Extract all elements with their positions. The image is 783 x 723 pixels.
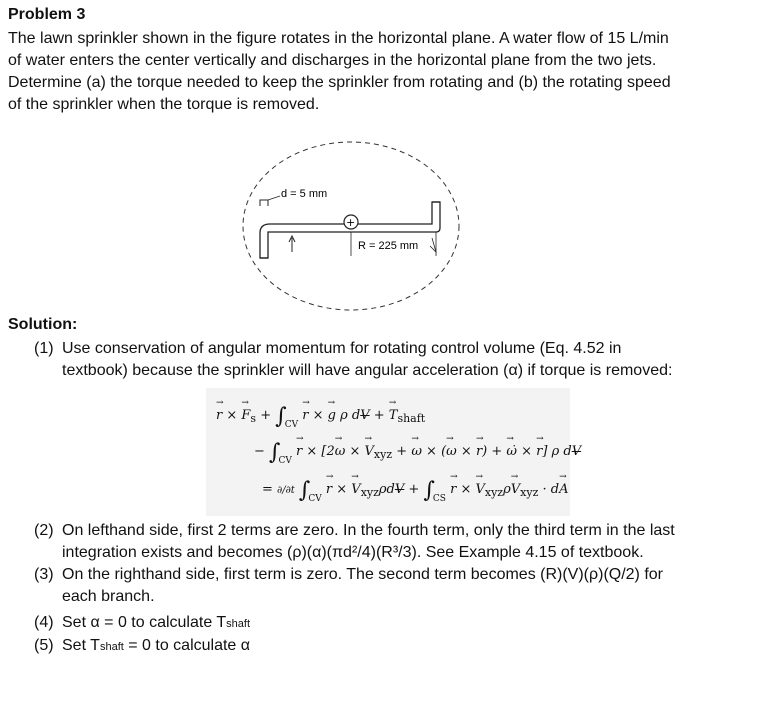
sprinkler-figure [240, 128, 470, 314]
step-number: (5) [34, 637, 54, 654]
statement-line: The lawn sprinkler shown in the figure rotates in the horizontal plane. A water flow of 15 L/min [8, 30, 669, 47]
pivot-symbol: + [346, 216, 356, 229]
step-subscript: shaft [226, 618, 251, 630]
solution-step-5 [34, 635, 754, 658]
problem-heading: Problem 3 [8, 6, 86, 23]
step-line: each branch. [62, 588, 155, 605]
solution-heading: Solution: [8, 316, 78, 333]
step-number: (3) [34, 566, 54, 583]
equation-line-3: = ∂/∂t $\int_{CV} \to r$ × → $V_{xyz}\rho dV + \int_{CS} \to r$ × → $V_{xyz}\rho\to V_{xyz} \cdot d\to A$ [262, 478, 568, 504]
step-number: (4) [34, 614, 54, 631]
equation-line-2: − $\int_{CV} \to r \times [2\to \omega$ × → $V_{xyz}$ + → ω × (→ ω × → r) + → ω̇ × → r] ρ dV [254, 440, 581, 466]
diameter-label: d = 5 mm [281, 188, 328, 200]
step-number: (2) [34, 522, 54, 539]
step-line: On the righthand side, first term is zero. The second term becomes (R)(V)(ρ)(Q/2) for [62, 566, 663, 583]
equation-line-1: → r × → $F_s + \int_{CV} \to r$ × → g ρ dV + → $T_{shaft}$ [216, 404, 425, 430]
diameter-leader [268, 196, 280, 200]
solution-steps-rest [34, 520, 754, 658]
step-tail: = 0 to calculate α [123, 637, 251, 654]
solution-step-2 [34, 520, 754, 564]
problem-statement [8, 28, 671, 116]
solution-step-3 [34, 564, 754, 608]
statement-line: of the sprinkler when the torque is removed. [8, 96, 320, 113]
diameter-bracket [260, 200, 268, 206]
step-line: Set T [62, 637, 100, 654]
radius-label: R = 225 mm [358, 240, 419, 252]
statement-line: Determine (a) the torque needed to keep the sprinkler from rotating and (b) the rotating speed [8, 74, 671, 91]
statement-line: of water enters the center vertically and discharges in the horizontal plane from the two jets. [8, 52, 657, 69]
equation-4-52 [206, 388, 582, 516]
step-number: (1) [34, 340, 54, 357]
radius-arrowhead [430, 238, 436, 252]
step-line: Use conservation of angular momentum for rotating control volume (Eq. 4.52 in [62, 340, 622, 357]
step-line: On lefthand side, first 2 terms are zero. In the fourth term, only the third term in the last [62, 522, 675, 539]
step-line: integration exists and becomes (ρ)(α)(πd²/4)(R³/3). See Example 4.15 of textbook. [62, 544, 644, 561]
solution-step-1 [34, 338, 754, 382]
solution-step-4 [34, 612, 754, 635]
step-subscript: shaft [99, 641, 124, 653]
step-line: Set α = 0 to calculate T [62, 614, 227, 631]
step-line: textbook) because the sprinkler will have angular acceleration (α) if torque is removed: [62, 362, 673, 379]
